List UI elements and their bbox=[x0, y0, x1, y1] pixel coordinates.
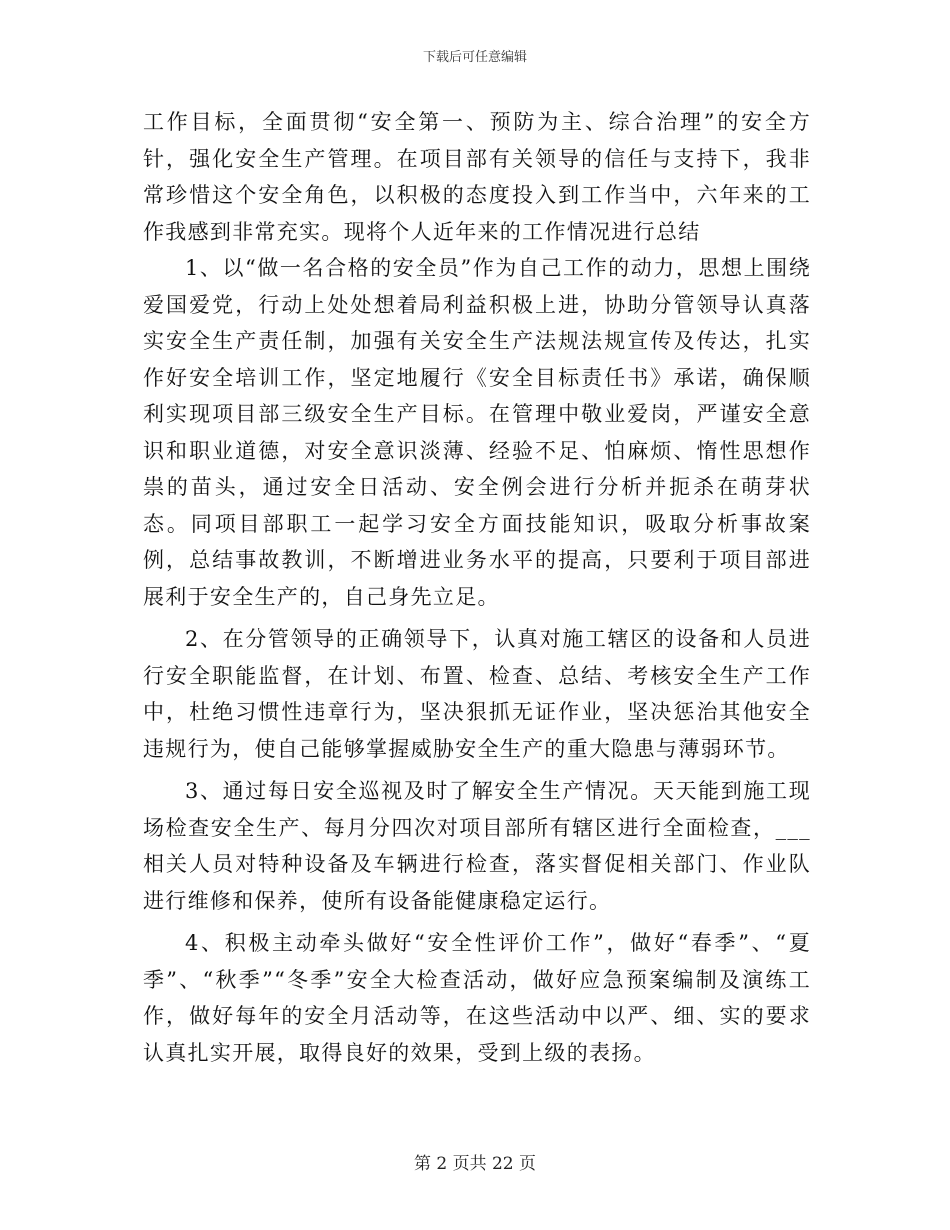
paragraph-item-3: 3、通过每日安全巡视及时了解安全生产情况。天天能到施工现场检查安全生产、每月分四次对项目部所有辖区进行全面检查，___相关人员对特种设备及车辆进行检查，落实督促相关部门、作业队进行维修和保养，使所有设备能健康稳定运行。 bbox=[143, 779, 811, 913]
paragraph-item-1: 1、以“做一名合格的安全员”作为自己工作的动力，思想上围绕爱国爱党，行动上处处想着局利益积极上进，协助分管领导认真落实安全生产责任制，加强有关安全生产法规法规宣传及传达，扎实作好安全培训工作，坚定地履行《安全目标责任书》承诺，确保顺利实现项目部三级安全生产目标。在管理中敬业爱岗，严谨安全意识和职业道德，对安全意识淡薄、经验不足、怕麻烦、惰性思想作祟的苗头，通过安全日活动、安全例会进行分析并扼杀在萌芽状态。同项目部职工一起学习安全方面技能知识，吸取分析事故案例，总结事故教训，不断增进业务水平的提高，只要利于项目部进展利于安全生产的，自己身先立足。 bbox=[143, 256, 811, 609]
page-header: 下载后可任意编辑 bbox=[422, 50, 527, 65]
document-body bbox=[143, 104, 811, 1071]
paragraph-item-2: 2、在分管领导的正确领导下，认真对施工辖区的设备和人员进行安全职能监督，在计划、布置、检查、总结、考核安全生产工作中，杜绝习惯性违章行为，坚决狠抓无证作业，坚决惩治其他安全违规行为，使自己能够掌握威胁安全生产的重大隐患与薄弱环节。 bbox=[143, 627, 811, 761]
paragraph-intro: 工作目标，全面贯彻“安全第一、预防为主、综合治理”的安全方针，强化安全生产管理。在项目部有关领导的信任与支持下，我非常珍惜这个安全角色，以积极的态度投入到工作当中，六年来的工作我感到非常充实。现将个人近年来的工作情况进行总结 bbox=[143, 110, 811, 244]
page-number-footer: 第 2 页共 22 页 bbox=[413, 1154, 537, 1174]
paragraph-item-4: 4、积极主动牵头做好“安全性评价工作”，做好“春季”、“夏季”、“秋季”“冬季”安全大检查活动，做好应急预案编制及演练工作，做好每年的安全月活动等，在这些活动中以严、细、实的要求认真扎实开展，取得良好的效果，受到上级的表扬。 bbox=[143, 931, 811, 1065]
